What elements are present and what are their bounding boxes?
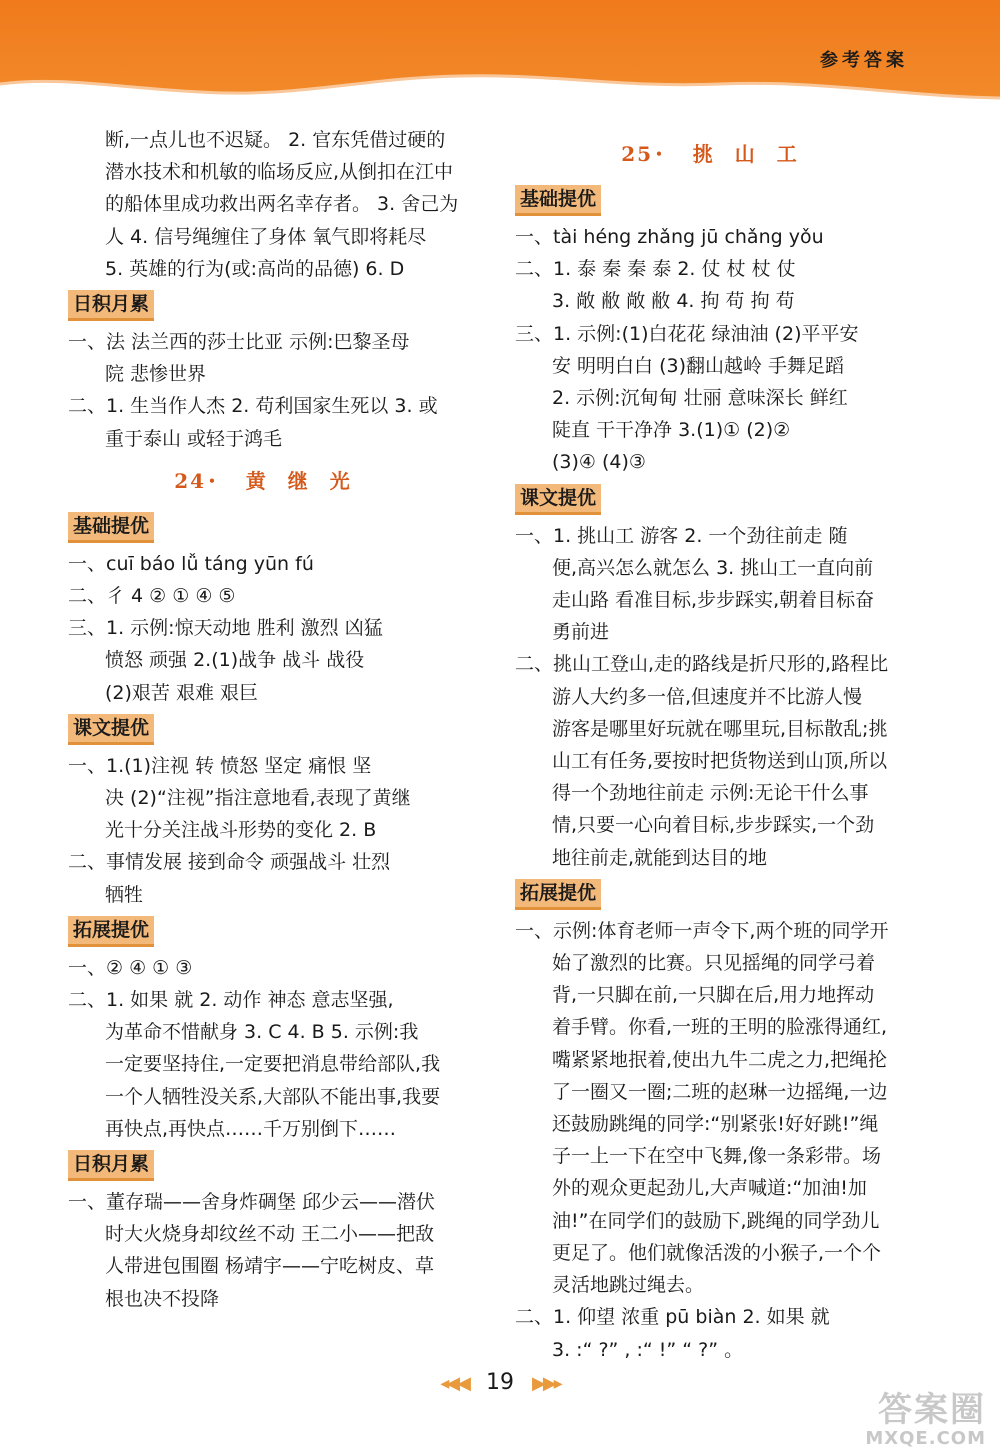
section-heading-label: 课文提优	[515, 484, 601, 515]
text-line: 光十分关注战斗形势的变化 2. B	[105, 819, 377, 842]
text-line: 更足了。他们就像活泼的小猴子,一个个	[552, 1241, 882, 1264]
text-line: 二、事情发展 接到命令 顽强战斗 壮烈	[68, 851, 391, 874]
text-line: 一个人牺牲没关系,大部队不能出事,我要	[105, 1085, 441, 1108]
watermark-url: MXQE.COM	[865, 1428, 986, 1449]
text-line: 一、1.(1)注视 转 愤怒 坚定 痛恨 坚	[68, 754, 372, 777]
section-heading	[515, 484, 925, 516]
next-arrows-icon: ▶▶▸	[532, 1373, 560, 1394]
section-heading-label: 拓展提优	[515, 879, 601, 910]
text-line: 2. 示例:沉甸甸 壮丽 意味深长 鲜红	[552, 387, 848, 410]
text-line: 牺牲	[105, 883, 144, 906]
text-line: 愤怒 顽强 2.(1)战争 战斗 战役	[105, 649, 365, 672]
text-line: 二、1. 泰 秦 秦 泰 2. 仗 杖 杖 仗	[515, 258, 796, 281]
text-line: 着手臂。你看,一班的王明的脸涨得通红,	[552, 1016, 888, 1039]
lesson-number: 25 •	[621, 142, 665, 166]
text-line: 安 明明白白 (3)翻山越岭 手舞足蹈	[552, 354, 845, 377]
page-footer	[0, 1370, 1000, 1395]
text-line: 灵活地跳过绳去。	[552, 1274, 705, 1297]
text-line: 走山路 看准目标,步步踩实,朝着目标奋	[552, 589, 875, 612]
lesson-title	[515, 128, 925, 180]
text-line: 二、1. 生当作人杰 2. 苟利国家生死以 3. 或	[68, 395, 438, 418]
text-line: (3)④ (4)③	[552, 451, 646, 474]
text-line: 一、1. 挑山工 游客 2. 一个劲往前走 随	[515, 524, 848, 547]
section-heading	[515, 185, 925, 217]
text-line: 一、法 法兰西的莎士比亚 示例:巴黎圣母	[68, 331, 410, 354]
text-line: 勇前进	[552, 621, 610, 644]
text-line: 院 悲惨世界	[105, 363, 207, 386]
lesson-name: 黄继光	[245, 468, 372, 493]
text-line: 决 (2)“注视”指注意地看,表现了黄继	[105, 787, 411, 810]
text-line: 断,一点儿也不迟疑。 2. 官东凭借过硬的	[105, 129, 446, 151]
watermark	[865, 1392, 986, 1449]
text-line: 了一圈又一圈;二班的赵琳一边摇绳,一边	[552, 1080, 888, 1103]
text-line: 背,一只脚在前,一只脚在后,用力地挥动	[552, 984, 875, 1007]
text-line: 一、cuī báo lǚ táng yūn fú	[68, 552, 314, 575]
text-line: 二、挑山工登山,走的路线是折尺形的,路程比	[515, 653, 889, 676]
text-line: 三、1. 示例:(1)白花花 绿油油 (2)平平安	[515, 322, 859, 345]
text-line: (2)艰苦 艰难 艰巨	[105, 681, 258, 704]
lesson-number: 24 •	[174, 468, 218, 493]
text-line: 一、tài héng zhǎng jū chǎng yǒu	[515, 226, 824, 248]
text-line: 人带进包围圈 杨靖宇——宁吃树皮、草	[105, 1255, 435, 1278]
section-heading	[68, 512, 478, 544]
lesson-title	[68, 455, 478, 507]
section-heading-label: 基础提优	[515, 185, 601, 216]
page-number: 19	[486, 1370, 514, 1395]
text-line: 二、彳 4 ② ① ④ ⑤	[68, 585, 236, 608]
section-heading-label: 基础提优	[68, 512, 154, 543]
text-line: 得一个劲地往前走 示例:无论干什么事	[552, 782, 869, 805]
text-line: 情,只要一心向着目标,步步踩实,一个劲	[552, 814, 875, 837]
text-line: 根也决不投降	[105, 1287, 220, 1310]
section-heading-label: 课文提优	[68, 714, 154, 745]
section-heading	[68, 714, 478, 746]
section-heading-label: 日积月累	[68, 290, 154, 321]
text-line: 外的观众更起劲儿,大声喊道:“加油!加	[552, 1177, 867, 1200]
text-line: 二、1. 如果 就 2. 动作 神态 意志坚强,	[68, 989, 394, 1012]
text-line: 重于泰山 或轻于鸿毛	[105, 427, 283, 450]
text-line: 3. 敞 敝 敞 敝 4. 拘 苟 拘 苟	[552, 290, 795, 313]
text-line: 时大火烧身却纹丝不动 王二小——把敌	[105, 1223, 435, 1246]
text-line: 嘴紧紧地抿着,使出九牛二虎之力,把绳抡	[552, 1048, 888, 1071]
section-heading-label: 拓展提优	[68, 916, 154, 947]
left-column	[68, 124, 478, 1315]
section-heading	[68, 1150, 478, 1182]
text-line: 子一上一下在空中飞舞,像一条彩带。场	[552, 1145, 882, 1168]
text-line: 再快点,再快点……千万别倒下……	[105, 1117, 397, 1140]
text-line: 一定要坚持住,一定要把消息带给部队,我	[105, 1053, 441, 1076]
text-line: 一、② ④ ① ③	[68, 956, 193, 979]
text-line: 游人大约多一倍,但速度并不比游人慢	[552, 685, 863, 708]
header-title: 参考答案	[820, 50, 908, 71]
text-line: 山工有任务,要按时把货物送到山顶,所以	[552, 750, 888, 773]
section-heading	[68, 290, 478, 322]
text-line: 二、1. 仰望 浓重 pū biàn 2. 如果 就	[515, 1306, 830, 1329]
text-line: 一、示例:体育老师一声令下,两个班的同学开	[515, 919, 889, 942]
text-line: 便,高兴怎么就怎么 3. 挑山工一直向前	[552, 556, 874, 579]
text-line: 的船体里成功救出两名幸存者。 3. 舍己为	[105, 193, 459, 216]
text-line: 陡直 干干净净 3.(1)① (2)②	[552, 419, 791, 442]
text-line: 始了激烈的比赛。只见摇绳的同学弓着	[552, 952, 876, 975]
text-line: 3. :“ ?” , :“ !” “ ?” 。	[552, 1338, 744, 1361]
text-line: 一、董存瑞——舍身炸碉堡 邱少云——潜伏	[68, 1191, 436, 1214]
section-heading	[515, 879, 925, 911]
right-column	[515, 128, 925, 1366]
text-line: 潜水技术和机敏的临场反应,从倒扣在江中	[105, 161, 454, 184]
text-line: 还鼓励跳绳的同学:“别紧张!好好跳!”绳	[552, 1113, 879, 1136]
section-heading-label: 日积月累	[68, 1150, 154, 1181]
text-line: 油!”在同学们的鼓励下,跳绳的同学劲儿	[552, 1209, 880, 1232]
page-header	[0, 0, 1000, 130]
text-line: 三、1. 示例:惊天动地 胜利 激烈 凶猛	[68, 617, 383, 640]
text-line: 5. 英雄的行为(或:高尚的品德) 6. D	[105, 257, 405, 280]
text-line: 为革命不惜献身 3. C 4. B 5. 示例:我	[105, 1021, 419, 1044]
text-line: 游客是哪里好玩就在哪里玩,目标散乱;挑	[552, 717, 888, 740]
lesson-name: 挑山工	[692, 142, 819, 166]
watermark-logo-text: 答案圈	[878, 1390, 986, 1430]
prev-arrows-icon: ◂◀◀	[440, 1373, 468, 1394]
section-heading	[68, 916, 478, 948]
text-line: 人 4. 信号绳缠住了身体 氧气即将耗尽	[105, 225, 427, 248]
text-line: 地往前走,就能到达目的地	[552, 846, 768, 869]
